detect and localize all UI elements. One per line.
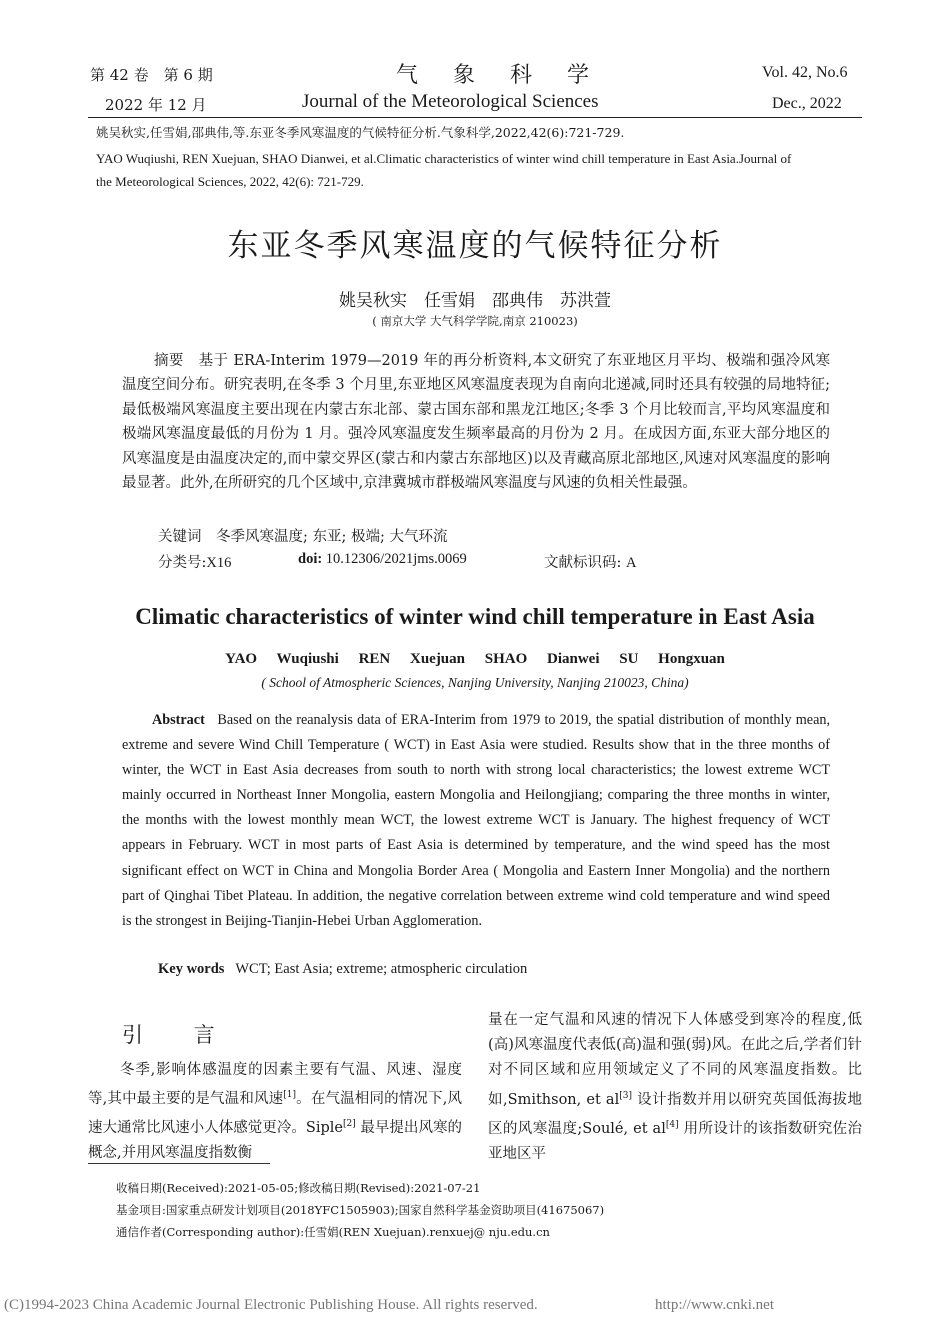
doi-label: doi: xyxy=(298,551,323,567)
abstract-cn-label: 摘要 xyxy=(154,353,184,369)
class-label: 分类号: xyxy=(158,555,207,571)
doc-code-row xyxy=(544,551,636,572)
doc-code-value: A xyxy=(626,555,637,571)
ref-1[interactable]: [1] xyxy=(283,1090,297,1101)
abstract-cn-text: 基于 ERA-Interim 1979—2019 年的再分析资料,本文研究了东亚地区月平均、极端和强冷风寒温度空间分布。研究表明,在冬季 3 个月里,东亚地区风寒温度表现为自南向北递减,同时还具有较强的局地特征;最低极端风寒温度主要出现在内蒙古东北部、蒙古国东部和黑龙江地区;冬季 3 个月比较而言,平均风寒温度和极端风寒温度最低的月份为 1 月。强冷风寒温度发生频率最高的月份为 2 月。在成因方面,东亚大部分地区的风寒温度是由温度决定的,而中蒙交界区(蒙古和内蒙古东部地区)以及青藏高原北部地区,风速对风寒温度的影响最显著。此外,在所研究的几个区域中,京津冀城市群极端风寒温度与风速的负相关性最强。 xyxy=(122,353,831,492)
abstract-en-text: Based on the reanalysis data of ERA-Interim from 1979 to 2019, the spatial distribution of monthly mean, extreme and severe Wind Chill Temperature ( WCT) in East Asia were studied. Results show that in the three months of winter, the WCT in East Asia decreases from south to north with strong local characteristics; the lowest extreme WCT mainly occurred in Northeast Inner Mongolia, eastern Mongolia and Heilongjiang; comparing the three months in winter, the months with the lowest monthly mean WCT, the lowest extreme WCT is January. The highest frequency of WCT appears in February. WCT in most parts of East Asia is determined by temperature, and the wind speed has the most significant effect on WCT in China and Mongolia Border Area ( Mongolia and Eastern Inner Mongolia) and the northern part of Qinghai Tibet Plateau. In addition, the negative correlation between extreme wind cold temperature and wind speed is the strongest in Beijing-Tianjin-Hebei Urban Agglomeration. xyxy=(122,712,831,929)
keywords-en: WCT; East Asia; extreme; atmospheric circulation xyxy=(235,961,528,977)
ref-3[interactable]: [3] xyxy=(619,1090,632,1101)
intro-left-column xyxy=(88,1058,462,1166)
intro-left-text-3: 最早提出风寒的概念,并用风寒温度指数衡 xyxy=(88,1120,463,1162)
journal-title-en: Journal of the Meteorological Sciences xyxy=(302,91,599,112)
keywords-cn-row xyxy=(158,525,447,546)
affiliation-en: ( School of Atmospheric Sciences, Nanjing University, Nanjing 210023, China) xyxy=(261,675,689,690)
intro-right-column xyxy=(488,1008,862,1167)
intro-right-text-2: 设计指数并用以研究英国低海拔地区的风寒温度;Soulé, et al xyxy=(488,1091,863,1137)
keywords-en-label: Key words xyxy=(158,961,225,977)
footnote-funding: 基金项目:国家重点研发计划项目(2018YFC1505903);国家自然科学基金资助项目(41675067) xyxy=(116,1203,605,1217)
citation-en-line1: YAO Wuqiushi, REN Xuejuan, SHAO Dianwei, et al.Climatic characteristics of winter wind chill temperature in East Asia.Journal of xyxy=(96,151,792,166)
affiliation-cn: ( 南京大学 大气科学学院,南京 210023) xyxy=(372,314,578,328)
paper-title-cn: 东亚冬季风寒温度的气候特征分析 xyxy=(227,228,723,264)
volume-issue-en: Vol. 42, No.6 xyxy=(762,64,848,81)
abstract-en xyxy=(122,708,830,934)
classification-row xyxy=(158,551,231,572)
keywords-cn-label: 关键词 xyxy=(158,529,202,545)
copyright-footer: (C)1994-2023 China Academic Journal Electronic Publishing House. All rights reserved. xyxy=(4,1297,538,1313)
date-cn: 2022 年 12 月 xyxy=(105,96,207,114)
doi-value[interactable]: 10.12306/2021jms.0069 xyxy=(325,551,467,567)
authors-en: YAO Wuqiushi REN Xuejuan SHAO Dianwei SU Hongxuan xyxy=(225,651,725,667)
intro-right-text-1: 量在一定气温和风速的情况下人体感受到寒冷的程度,低(高)风寒温度代表低(高)温和强(弱)风。在此之后,学者们针对不同区域和应用领域定义了不同的风寒温度指数。比如,Smithson, et al xyxy=(488,1012,862,1108)
class-value: X16 xyxy=(206,555,232,571)
paper-title-en: Climatic characteristics of winter wind chill temperature in East Asia xyxy=(135,604,815,629)
footnote-corresponding: 通信作者(Corresponding author):任雪娟(REN Xuejuan).renxuej@ nju.edu.cn xyxy=(116,1225,550,1239)
abstract-cn xyxy=(122,349,830,495)
date-en: Dec., 2022 xyxy=(772,95,842,112)
citation-en-line2: the Meteorological Sciences, 2022, 42(6): 721-729. xyxy=(96,174,364,189)
journal-title-cn: 气 象 科 学 xyxy=(396,63,603,88)
keywords-cn: 冬季风寒温度; 东亚; 极端; 大气环流 xyxy=(216,529,448,545)
ref-4[interactable]: [4] xyxy=(665,1119,679,1130)
intro-left-text-2: 。在气温相同的情况下,风速大通常比风速小人体感觉更冷。Siple xyxy=(88,1091,462,1137)
doc-code-label: 文献标识码: xyxy=(544,555,622,571)
footnote-rule xyxy=(88,1163,270,1164)
intro-right-text-3: 用所设计的该指数研究佐治亚地区平 xyxy=(488,1120,863,1162)
authors-cn: 姚吴秋实 任雪娟 邵典伟 苏洪萱 xyxy=(339,291,611,311)
doi-row xyxy=(298,551,467,568)
keywords-en-row xyxy=(158,961,527,978)
abstract-en-label: Abstract xyxy=(152,712,205,728)
ref-2[interactable]: [2] xyxy=(342,1119,356,1130)
footnote-dates: 收稿日期(Received):2021-05-05;修改稿日期(Revised):2021-07-21 xyxy=(116,1181,481,1195)
volume-issue: 第 42 卷 第 6 期 xyxy=(90,66,213,84)
header-rule xyxy=(88,117,862,118)
section-heading-intro: 引 言 xyxy=(122,1023,237,1047)
cnki-link[interactable]: http://www.cnki.net xyxy=(655,1297,775,1313)
intro-left-text-1: 冬季,影响体感温度的因素主要有气温、风速、湿度等,其中最主要的是气温和风速 xyxy=(88,1062,462,1108)
citation-cn: 姚吴秋实,任雪娟,邵典伟,等.东亚冬季风寒温度的气候特征分析.气象科学,2022,42(6):721-729. xyxy=(96,125,625,140)
